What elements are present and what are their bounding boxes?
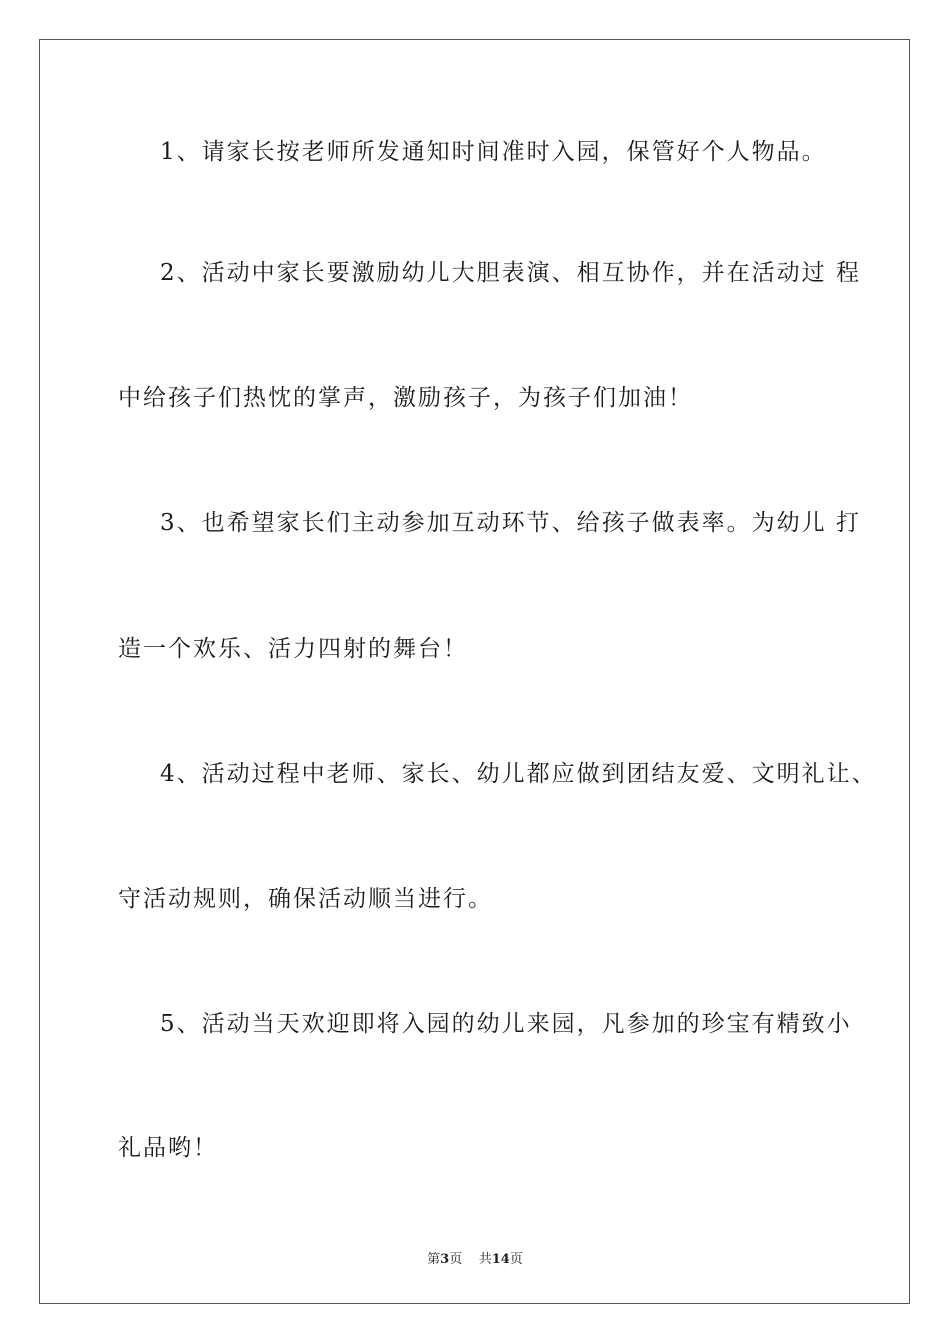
footer-page-total: 14 <box>491 1252 510 1267</box>
paragraph-2-line-2: 中给孩子们热忱的掌声，激励孩子，为孩子们加油！ <box>118 385 693 411</box>
paragraph-1-line-1: 1、请家长按老师所发通知时间准时入园，保管好个人物品。 <box>160 139 827 165</box>
footer-page-current: 3 <box>440 1252 450 1267</box>
paragraph-5-line-2: 礼品哟！ <box>118 1135 218 1161</box>
paragraph-3-line-1: 3、也希望家长们主动参加互动环节、给孩子做表率。为幼儿 打 <box>160 510 861 536</box>
footer-page-unit: 页 <box>449 1252 463 1267</box>
footer-total-unit: 页 <box>509 1252 523 1267</box>
paragraph-4-line-2: 守活动规则，确保活动顺当进行。 <box>118 886 493 912</box>
page-footer <box>0 1248 950 1267</box>
paragraph-2-line-1: 2、活动中家长要激励幼儿大胆表演、相互协作，并在活动过 程 <box>160 260 861 286</box>
paragraph-5-line-1: 5、活动当天欢迎即将入园的幼儿来园，凡参加的珍宝有精致小 <box>160 1011 852 1037</box>
page-border <box>39 39 910 1304</box>
paragraph-3-line-2: 造一个欢乐、活力四射的舞台！ <box>118 636 468 662</box>
paragraph-4-line-1: 4、活动过程中老师、家长、幼儿都应做到团结友爱、文明礼让、 <box>160 761 877 787</box>
footer-total-prefix: 共 <box>478 1252 492 1267</box>
footer-page-prefix: 第 <box>427 1252 441 1267</box>
